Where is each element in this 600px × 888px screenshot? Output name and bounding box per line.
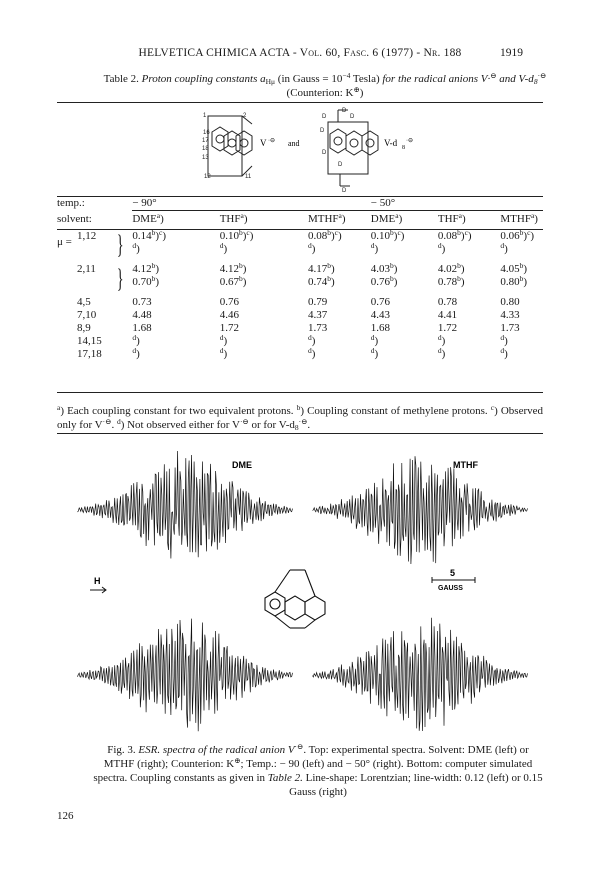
table-row <box>57 229 543 243</box>
label-dme: DME <box>232 460 252 470</box>
table-row <box>57 276 543 289</box>
value-cell: 4.12$^b$) <box>132 260 160 275</box>
value-cell: $^d$) <box>370 240 379 255</box>
figcap-rest2: ; Temp.: − 90 (left) and − 50° (right). Bottom: computer simulated spectra. Coupling constants as given in <box>93 758 533 784</box>
rule-table-end <box>57 392 543 393</box>
value-cell: 0.76 <box>370 295 391 308</box>
value-cell: 4.17$^b$) <box>307 260 335 275</box>
table-row <box>57 256 543 276</box>
svg-text:12: 12 <box>204 174 211 180</box>
rule-top <box>57 102 543 103</box>
solvent-row <box>57 211 543 230</box>
value-cell: 1.72 <box>219 321 239 334</box>
solvent-cell: DME$^a$) <box>132 211 164 225</box>
spectrum-mthf-experimental <box>313 456 528 564</box>
value-cell: $^d$) <box>132 332 140 347</box>
value-cell: 4.37 <box>307 308 328 321</box>
solvent-cell: MTHF$^a$) <box>307 211 346 225</box>
spectrum-mthf-simulated <box>313 618 528 731</box>
value-cell: 4.12$^b$) <box>219 260 247 275</box>
value-cell: $^d$) <box>500 332 508 347</box>
caption-line2: (Counterion: K <box>286 87 354 99</box>
position-label: 17,18 <box>77 347 102 360</box>
caption-lead: Table 2. <box>103 73 139 85</box>
caption-line2-end: ) <box>359 87 364 99</box>
label-vd-sub: 8 <box>402 145 405 151</box>
svg-text:D: D <box>320 128 325 134</box>
value-cell: $^d$) <box>219 332 228 347</box>
value-cell: 4.46 <box>219 308 239 321</box>
figcap-rest: Top: experimental spectra. Solvent: DME (left) or MTHF (right); Counterion: K <box>103 744 529 770</box>
table-row <box>57 322 543 335</box>
journal-title: HELVETICA CHIMICA ACTA - Vol. 60, Fasc. 6 (1977) - Nr. 188 <box>138 47 462 59</box>
value-cell: 1.72 <box>437 321 458 334</box>
table-row <box>57 243 543 256</box>
label-h: H <box>94 576 101 586</box>
value-cell: 0.74$^b$) <box>307 273 335 288</box>
esr-spectra <box>60 430 540 740</box>
value-cell: 4.43 <box>370 308 391 321</box>
svg-text:·⊖: ·⊖ <box>268 138 276 144</box>
value-cell: 0.67$^b$) <box>219 273 247 288</box>
value-cell: $^d$) <box>307 240 316 255</box>
position-label: 14,15 <box>77 334 102 347</box>
value-cell: $^d$) <box>500 345 508 360</box>
value-cell: 1.73 <box>500 321 520 334</box>
scheme-and: and <box>288 139 300 148</box>
brace-2: } <box>116 264 124 293</box>
value-cell: $^d$) <box>132 240 140 255</box>
solvent-cell: DME$^a$) <box>370 211 403 225</box>
figcap-lead: Fig. 3. <box>107 744 136 756</box>
value-cell: 4.03$^b$) <box>370 260 398 275</box>
table-footnote: $^a$) Each coupling constant for two equivalent protons. $^b$) Coupling constant of methylene protons. $^c$) Observed only for V·⊖. $^d$) Not observed either for V·⊖ or for $V-d_8^{\cdot⊖}$. <box>57 403 543 432</box>
label-v: V <box>260 138 267 148</box>
footer-page: 126 <box>57 810 74 822</box>
value-cell: 0.14$^b$)$^c$) <box>132 227 167 242</box>
svg-text:D: D <box>342 108 347 114</box>
svg-text:D: D <box>350 114 355 120</box>
solvent-cell: MTHF$^a$) <box>500 211 538 225</box>
figcap-rest3: Line-shape: Lorentzian; line-width: 0.12 (left) or 0.15 Gauss (right) <box>289 772 543 798</box>
value-cell: 0.10$^b$)$^c$) <box>370 227 405 242</box>
svg-text:D: D <box>342 188 347 194</box>
svg-text:18: 18 <box>202 146 209 152</box>
value-cell: $^d$) <box>437 332 446 347</box>
fn-c: Observed only for V <box>57 405 543 431</box>
cyclophane-structures <box>190 104 430 196</box>
caption-sub8: 8 <box>533 77 538 86</box>
value-cell: 4.41 <box>437 308 458 321</box>
table-row <box>57 335 543 348</box>
svg-text:2: 2 <box>243 113 247 119</box>
svg-text:16: 16 <box>203 130 210 136</box>
temp-row <box>57 197 543 211</box>
value-cell: $^d$) <box>132 345 140 360</box>
value-cell: 1.68 <box>370 321 391 334</box>
value-cell: 0.79 <box>307 295 328 308</box>
spectrum-dme-experimental <box>78 451 293 559</box>
label-vd: V-d <box>384 138 398 148</box>
value-cell: $^d$) <box>219 240 228 255</box>
value-cell: 0.80$^b$) <box>500 273 528 288</box>
caption-mid2: Tesla) <box>352 73 380 85</box>
svg-text:17: 17 <box>202 138 209 144</box>
solvent-cell: THF$^a$) <box>437 211 466 225</box>
svg-text:·⊖: ·⊖ <box>406 138 414 144</box>
position-label: 8,9 <box>77 321 91 334</box>
value-cell: $^d$) <box>500 240 508 255</box>
temp-b: − 50° <box>371 197 543 211</box>
value-cell: 0.08$^b$)$^c$) <box>307 227 342 242</box>
value-cell: 0.70$^b$) <box>132 273 160 288</box>
value-cell: $^d$) <box>437 240 446 255</box>
value-cell: 4.02$^b$) <box>437 260 465 275</box>
svg-text:D: D <box>338 162 343 168</box>
value-cell: $^d$) <box>437 345 446 360</box>
position-label: 2,11 <box>77 262 96 275</box>
figcap-table-ref: Table 2. <box>267 772 303 784</box>
svg-text:13: 13 <box>202 155 209 161</box>
solvent-cell: THF$^a$) <box>219 211 248 225</box>
value-cell: 1.73 <box>307 321 328 334</box>
value-cell: 1.68 <box>132 321 152 334</box>
svg-text:1: 1 <box>203 113 207 119</box>
mu-label: μ = <box>57 236 72 248</box>
value-cell: 0.06$^b$)$^c$) <box>500 227 535 242</box>
value-cell: 4.05$^b$) <box>500 260 528 275</box>
caption-italic2: for the radical anions V <box>382 73 488 85</box>
scale-value: 5 <box>450 568 456 578</box>
svg-text:D: D <box>322 114 327 120</box>
value-cell: 0.78 <box>437 295 458 308</box>
table-body <box>57 229 543 361</box>
brace-1: } <box>116 230 124 259</box>
caption-exp: −4 <box>342 71 351 80</box>
value-cell: 0.80 <box>500 295 520 308</box>
value-cell: 0.73 <box>132 295 152 308</box>
molecule-icon <box>265 570 325 628</box>
caption-italic: Proton coupling constants a <box>141 73 266 85</box>
value-cell: $^d$) <box>307 345 316 360</box>
scale-unit: GAUSS <box>438 585 463 592</box>
position-label: 1,12 <box>77 229 97 242</box>
caption-italic3: and V-d <box>499 73 534 85</box>
value-cell: 0.78$^b$) <box>437 273 465 288</box>
table-caption: Table 2. Proton coupling constants $a_{H\mu}$ (in Gauss = $10^{-4}$ Tesla) for the radical anions V·⊖ and $V-d_8^{\cdot⊖}$ (Counterion: K⊕) <box>103 71 547 99</box>
value-cell: 0.76$^b$) <box>370 273 398 288</box>
value-cell: $^d$) <box>370 345 379 360</box>
value-cell: $^d$) <box>370 332 379 347</box>
caption-mid: (in Gauss = 10 <box>277 73 343 85</box>
value-cell: 4.33 <box>500 308 520 321</box>
solvent-label: solvent: <box>57 212 92 225</box>
coupling-table <box>57 197 543 361</box>
figcap-italic: ESR. spectra of the radical anion V <box>138 744 295 756</box>
structure-scheme <box>190 104 430 196</box>
value-cell: 0.08$^b$)$^c$) <box>437 227 472 242</box>
label-mthf: MTHF <box>453 460 478 470</box>
page-number: 1919 <box>500 47 523 59</box>
caption-sub: Hμ <box>265 77 276 86</box>
fn-d: Not observed either for V <box>127 419 240 431</box>
table-row <box>57 309 543 322</box>
fn-a: Each coupling constant for two equivalent protons. <box>67 405 294 417</box>
value-cell: 4.48 <box>132 308 152 321</box>
table-row <box>57 348 543 361</box>
value-cell: $^d$) <box>219 345 228 360</box>
svg-text:D: D <box>322 150 327 156</box>
table-row <box>57 289 543 309</box>
svg-text:11: 11 <box>245 174 252 180</box>
esr-figure <box>60 430 540 740</box>
position-label: 7,10 <box>77 308 97 321</box>
fn-d2: or for V-d <box>251 419 295 431</box>
temp-a: − 90° <box>132 197 370 211</box>
position-label: 4,5 <box>77 295 91 308</box>
temp-label: temp.: <box>57 197 85 209</box>
fn-b: Coupling constant of methylene protons. <box>307 405 488 417</box>
value-cell: 0.10$^b$)$^c$) <box>219 227 254 242</box>
spectrum-dme-simulated <box>78 619 293 732</box>
figure-caption: Fig. 3. ESR. spectra of the radical anion V·⊖. Top: experimental spectra. Solvent: DME (left) or MTHF (right); Counterion: K⊕; Temp.: − 90 (left) and − 50° (right). Bottom: computer simulated spectra. Coupling constants as given in Table 2. Line-shape: Lorentzian; line-width: 0.12 (left) or 0.15 Gauss (right) <box>93 742 543 798</box>
value-cell: 0.76 <box>219 295 239 308</box>
value-cell: $^d$) <box>307 332 316 347</box>
